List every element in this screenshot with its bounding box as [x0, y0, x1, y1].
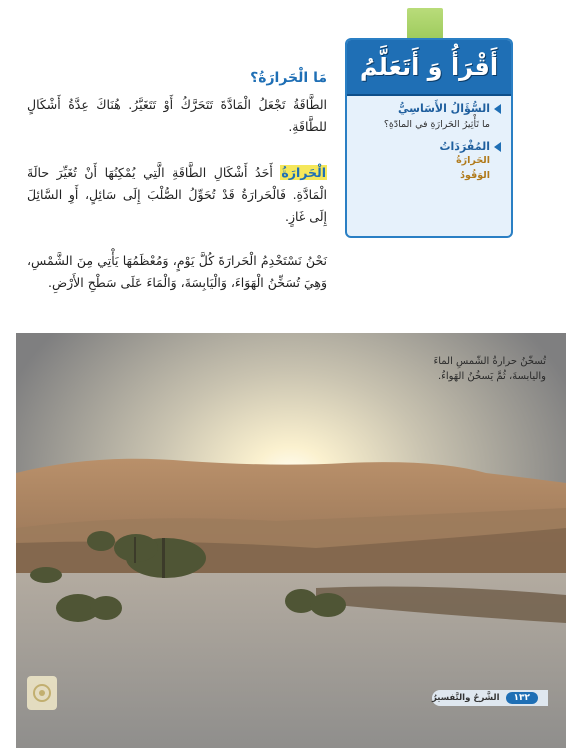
triangle-bullet-icon — [494, 104, 501, 114]
publisher-logo-icon — [27, 676, 57, 710]
vocabulary-section — [347, 130, 511, 183]
logo-mark-icon — [32, 683, 52, 703]
desert-lake-photo — [16, 333, 566, 748]
panel-title: أَقْرَأُ وَ أَتَعَلَّمُ — [359, 53, 499, 81]
footer-bar — [432, 690, 548, 706]
section-heading: مَا الْحَرارَةُ؟ — [250, 70, 327, 86]
vocab-item: الحَرارَةُ — [456, 155, 490, 166]
triangle-bullet-icon — [494, 142, 501, 152]
panel-header — [347, 40, 511, 96]
read-learn-panel — [345, 38, 513, 238]
photo-caption — [366, 354, 546, 384]
essential-question-label — [355, 102, 501, 115]
caption-line: تُسخّنُ حرارةُ الشّمسِ الماءَ — [433, 356, 546, 367]
essential-question-label-text: السُّؤَالُ الأَسَاسِيُّ — [398, 102, 490, 115]
paragraph-heat-sources: نَحْنُ نَسْتَخْدِمُ الْحَرارَةَ كُلَّ يَوْمٍ، وَمُعْظَمُهَا يَأْتِي مِنَ الشَّمْسِ، وَهِيَ تُسَخِّنُ الْهَوَاءَ، وَالْيَابِسَةَ، وَالْمَاءَ عَلَى سَطْحِ الأَرْضِ. — [27, 253, 327, 290]
essential-question-section — [347, 96, 511, 130]
highlighted-term: الْحَرارَةُ — [281, 165, 326, 180]
essential-question-text: ما تَأْثِيرُ الحَرارَةِ في المادّةِ؟ — [383, 119, 490, 130]
section-label: الشَّرحُ والتَّفسيرُ — [432, 693, 500, 703]
paragraph-energy: الطَّاقَةُ تَجْعَلُ الْمَادَّةَ تَتَحَرَّكُ أَوْ تَتَغَيَّرُ. هُنَاكَ عِدَّةُ أَشْكَالٍ للطَّاقَةِ. — [27, 97, 327, 134]
vocabulary-label — [355, 140, 501, 153]
page-number: ١٣٢ — [506, 692, 538, 704]
desert-lake-illustration — [16, 333, 566, 748]
vocabulary-label-text: المُفْرَدَاتُ — [439, 140, 490, 153]
paragraph-heat-definition — [27, 162, 327, 228]
caption-line: واليابسةَ، ثُمَّ يَسخُنُ الهَواءُ. — [437, 371, 546, 382]
vocab-item: الوَقُودُ — [460, 170, 490, 181]
paragraph-heat-definition-text: أَحَدُ أَشْكَالِ الطَّاقَةِ الَّتِي يُمْكِنُهَا أَنْ تُغَيِّرَ حالَةَ الْمَادَّةِ. فَالْحَرارَةُ قَدْ تُحَوِّلُ الصُّلْبَ إِلَى سَائِلٍ، أَوِ السَّائِلَ إِلَى غَازٍ. — [27, 165, 327, 224]
